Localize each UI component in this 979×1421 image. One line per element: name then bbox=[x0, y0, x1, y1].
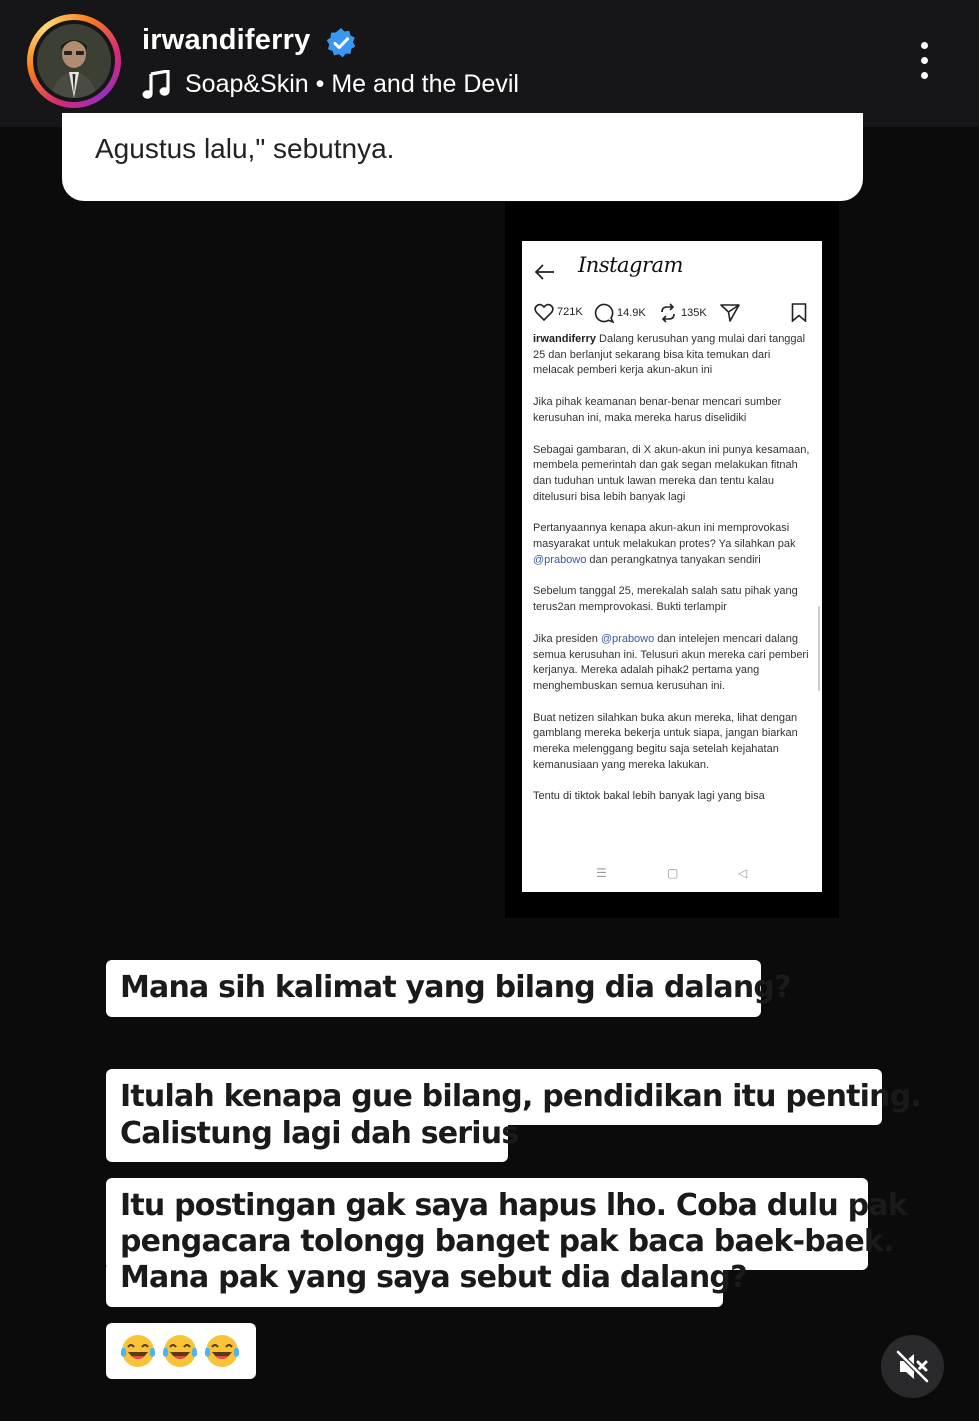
caption-paragraph: Jika pihak keamanan benar-benar mencari sumber kerusuhan ini, maka mereka harus diselidiki bbox=[533, 396, 782, 424]
caption-text: Itulah kenapa gue bilang, pendidikan itu penting. bbox=[120, 1079, 921, 1114]
share-icon bbox=[720, 304, 740, 322]
username[interactable]: irwandiferry bbox=[142, 24, 311, 56]
speaker-muted-icon bbox=[895, 1349, 930, 1384]
caption-paragraph: Sebagai gambaran, di X akun-akun ini punya kesamaan, membela pemerintah dan gak segan melakukan fitnah dan tuduhan untuk lawan mereka dan tentu kalau ditelusuri bisa lebih banyak lagi bbox=[533, 443, 810, 503]
avatar[interactable] bbox=[27, 14, 121, 108]
caption-paragraph: Pertanyaannya kenapa akun-akun ini memprovokasi masyarakat untuk melakukan protes? Ya silahkan pak @prabowo dan perangkatnya tanyakan sendiri bbox=[533, 522, 796, 566]
tears-of-joy-emoji-icon bbox=[203, 1332, 241, 1370]
heart-icon bbox=[534, 303, 554, 321]
bookmark-icon bbox=[791, 303, 807, 322]
caption-paragraph: Sebelum tanggal 25, merekalah salah satu pihak yang terus2an memprovokasi. Bukti terlampir bbox=[533, 585, 798, 614]
comment-count: 14.9K bbox=[617, 307, 646, 319]
repost-stat bbox=[658, 303, 707, 323]
back-arrow-icon bbox=[534, 261, 556, 283]
quote-card bbox=[62, 113, 863, 201]
verified-badge-icon bbox=[325, 27, 357, 59]
scrollbar bbox=[818, 606, 820, 691]
mute-button[interactable] bbox=[881, 1335, 944, 1398]
instagram-logo: Instagram bbox=[578, 253, 683, 277]
tears-of-joy-emoji-icon bbox=[119, 1332, 157, 1370]
caption-username: irwandiferry bbox=[533, 333, 596, 345]
music-track-label[interactable]: Soap&Skin • Me and the Devil bbox=[185, 70, 519, 98]
mention-link[interactable]: @prabowo bbox=[533, 553, 587, 566]
caption-text: pengacara tolongg banget pak baca baek-baek. bbox=[120, 1224, 894, 1259]
mention-link[interactable]: @prabowo bbox=[600, 632, 655, 645]
instagram-post-screen bbox=[522, 241, 822, 892]
avatar-image bbox=[37, 24, 111, 98]
caption-paragraph: Tentu di tiktok bakal lebih banyak lagi yang bisa bbox=[533, 790, 765, 803]
more-vertical-icon[interactable] bbox=[916, 42, 932, 84]
like-stat bbox=[534, 303, 583, 321]
caption-paragraph: irwandiferry Dalang kerusuhan yang mulai dari tanggal 25 dan berlanjut sekarang bisa kita temukan dari melacak pemberi kerja akun-akun ini bbox=[533, 333, 806, 377]
home-nav-icon: ▢ bbox=[667, 866, 679, 880]
menu-nav-icon: ☰ bbox=[596, 866, 607, 880]
back-nav-icon: ◁ bbox=[738, 866, 748, 880]
repost-icon bbox=[658, 303, 678, 323]
caption-text: Mana pak yang saya sebut dia dalang? bbox=[120, 1260, 747, 1295]
caption-text: Calistung lagi dah serius bbox=[120, 1116, 519, 1151]
emoji-bubble bbox=[106, 1323, 256, 1379]
post-caption bbox=[533, 332, 813, 821]
quote-text: Agustus lalu," sebutnya. bbox=[95, 133, 395, 164]
caption-paragraph: Jika presiden @prabowo dan intelejen mencari dalang semua kerusuhan ini. Telusuri akun mereka cari pemberi kerjanya. Mereka adalah pihak2 pertama yang menghembuskan semua kerusuhan ini. bbox=[533, 632, 809, 692]
caption-text: Mana sih kalimat yang bilang dia dalang? bbox=[120, 970, 791, 1005]
caption-text: Itu postingan gak saya hapus lho. Coba dulu pak bbox=[120, 1188, 907, 1223]
embedded-screenshot bbox=[505, 202, 839, 918]
caption-paragraph: Buat netizen silahkan buka akun mereka, lihat dengan gamblang mereka bekerja untuk siapa, jangan biarkan mereka melenggang begitu saja setelah kejahatan kemanusiaan yang mereka lakukan. bbox=[533, 711, 798, 771]
story-header bbox=[0, 0, 979, 127]
comment-icon bbox=[594, 303, 614, 323]
comment-stat bbox=[594, 303, 646, 323]
tears-of-joy-emoji-icon bbox=[161, 1332, 199, 1370]
like-count: 721K bbox=[557, 306, 583, 318]
post-actions bbox=[534, 303, 814, 325]
repost-count: 135K bbox=[681, 307, 707, 319]
music-note-icon bbox=[142, 70, 170, 100]
android-nav-bar bbox=[522, 866, 822, 884]
